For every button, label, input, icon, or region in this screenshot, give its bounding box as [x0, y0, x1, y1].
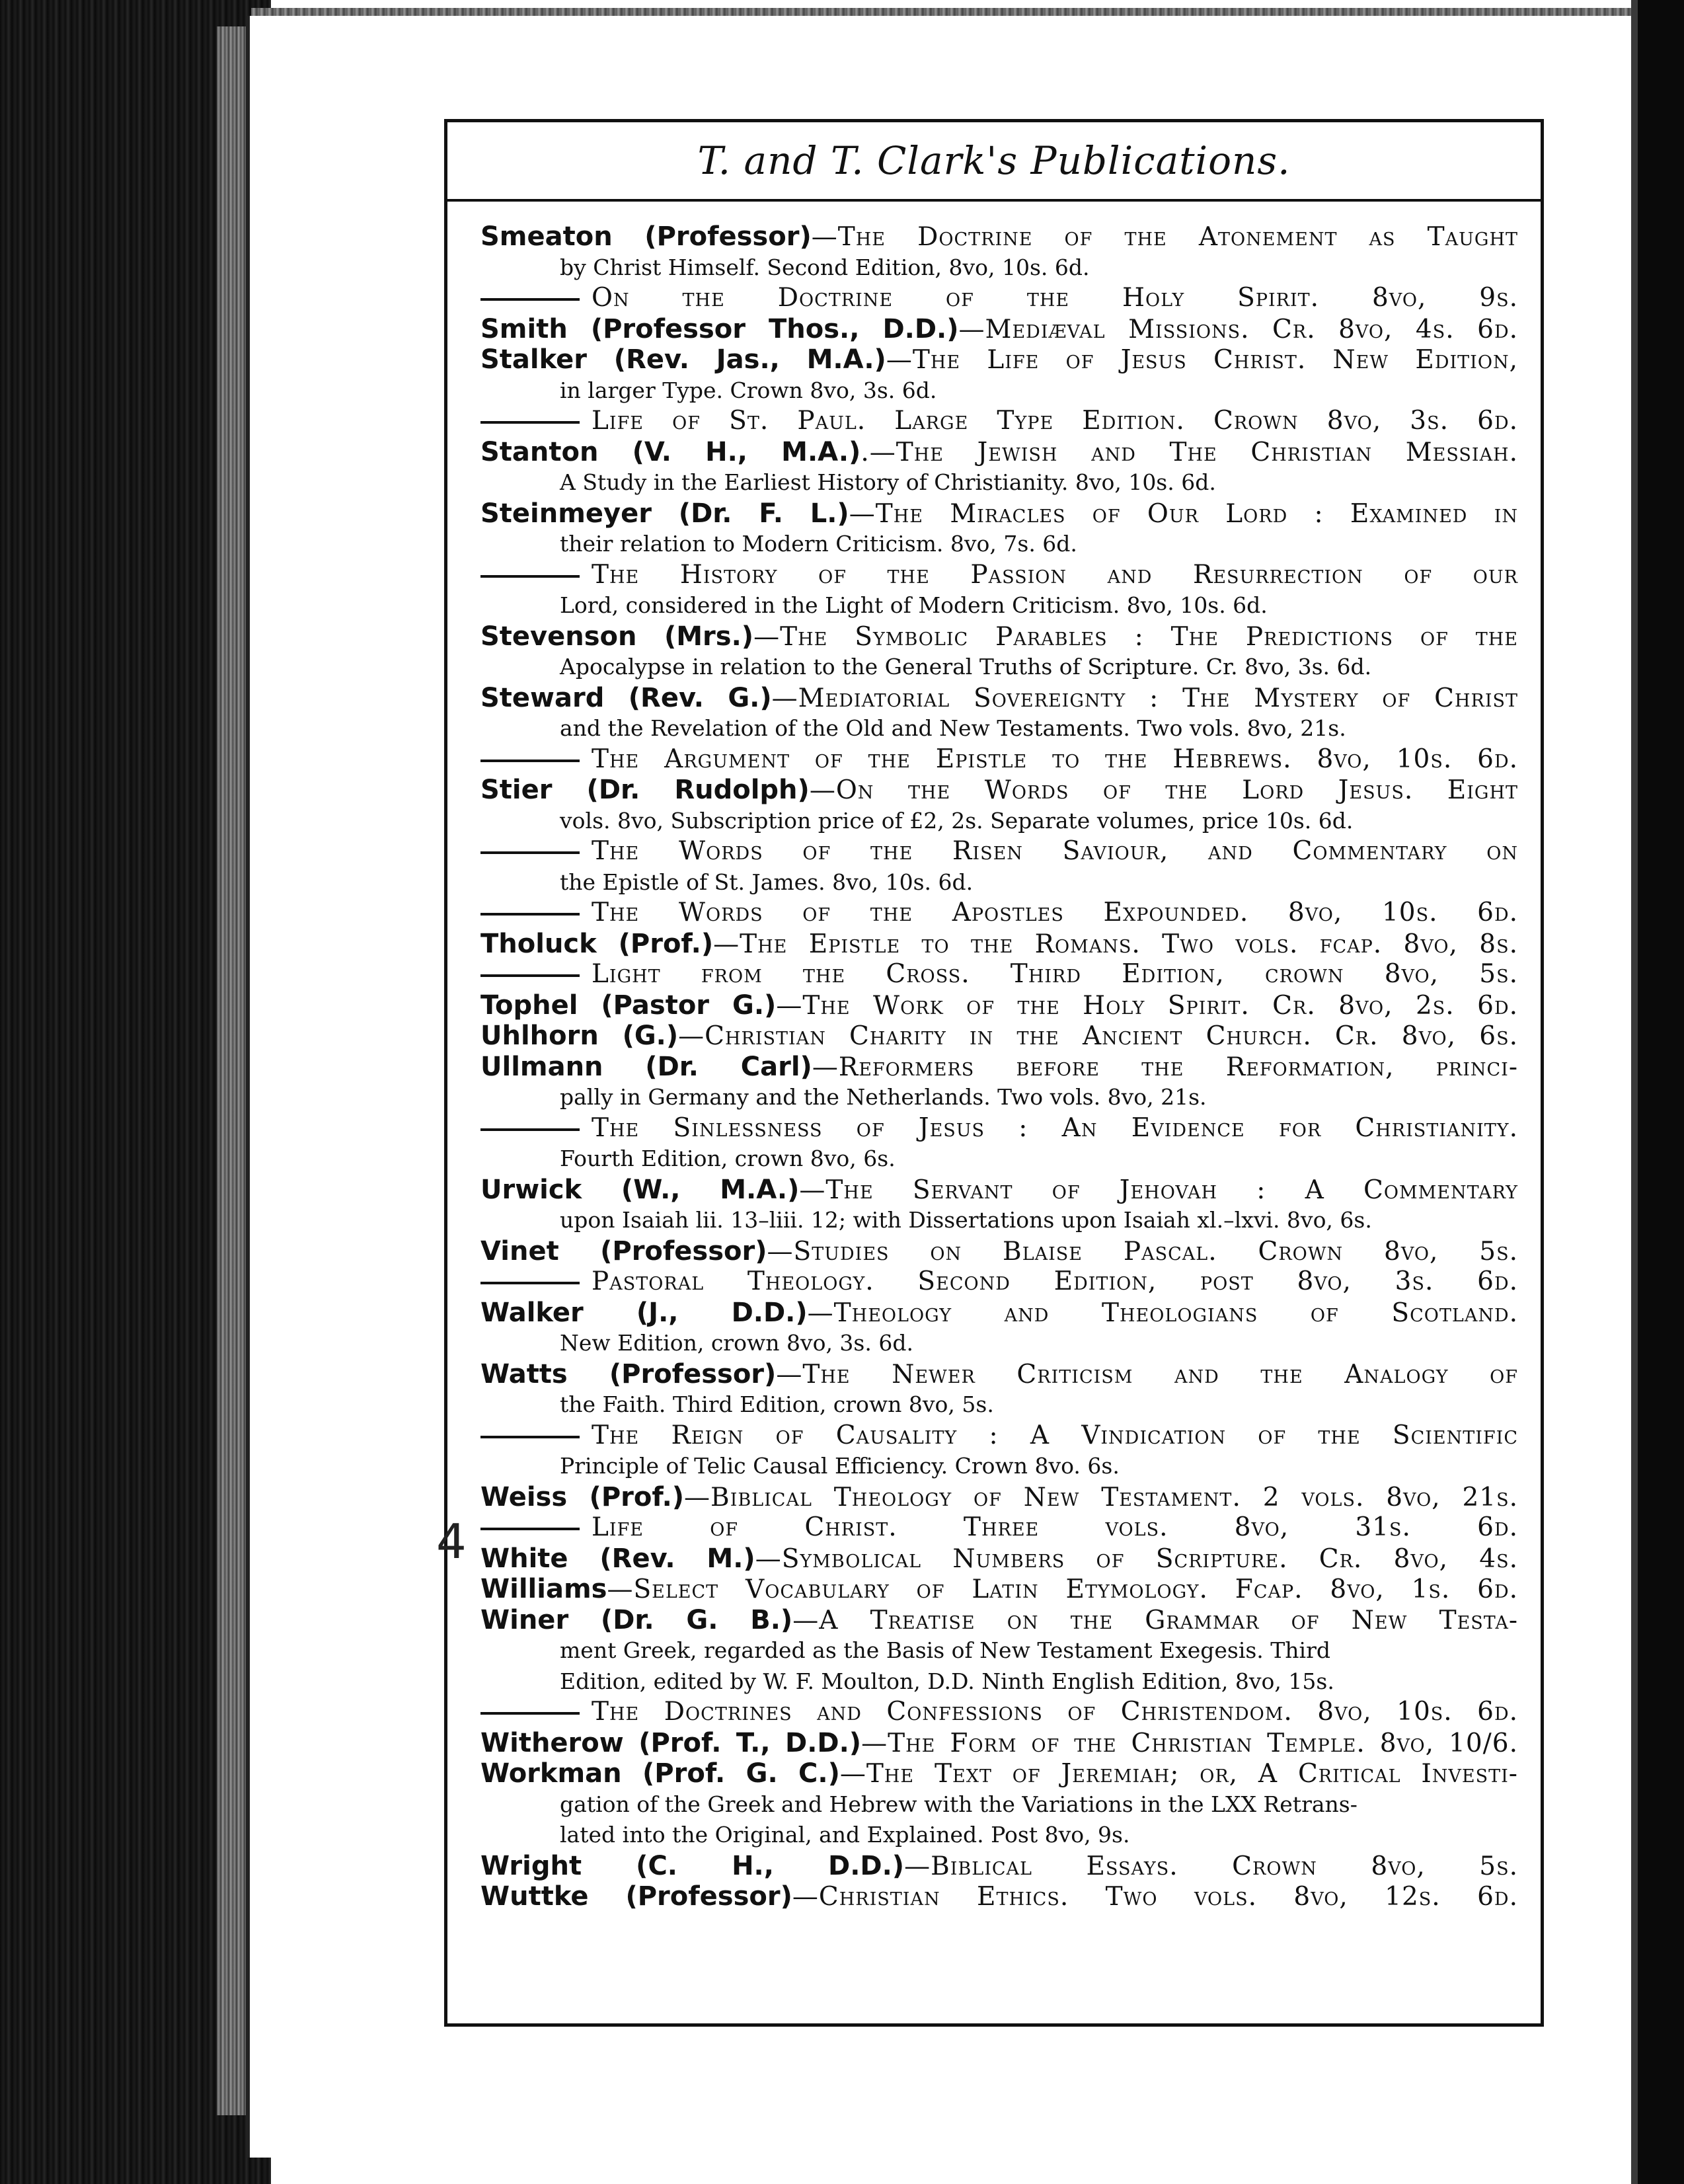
- author-name: Smith (Professor Thos., D.D.): [480, 313, 959, 344]
- entry-text: —Select Vocabulary of Latin Etymology. Fcap. 8vo, 1s. 6d.: [607, 1575, 1518, 1604]
- page-edges: [217, 26, 249, 2115]
- ditto-dash: [480, 760, 580, 762]
- entry-text: Pastoral Theology. Second Edition, post 8vo, 3s. 6d.: [592, 1267, 1518, 1296]
- author-name: Wright (C. H., D.D.): [480, 1850, 905, 1881]
- entry-text: The History of the Passion and Resurrection of our: [592, 559, 1518, 590]
- entry-text: —Christian Ethics. Two vols. 8vo, 12s. 6d.: [792, 1882, 1518, 1912]
- author-name: Winer (Dr. G. B.): [480, 1604, 793, 1635]
- entry-continuation: [480, 806, 1518, 837]
- entry-text: Life of Christ. Three vols. 8vo, 31s. 6d.: [592, 1512, 1518, 1542]
- entry-continuation: [480, 1389, 1518, 1421]
- publication-entry: [480, 1236, 1518, 1267]
- publication-entry: [480, 437, 1518, 468]
- entry-text: —The Miracles of Our Lord : Examined in: [849, 498, 1518, 529]
- entry-text: Fourth Edition, crown 8vo, 6s.: [560, 1146, 896, 1171]
- author-name: Uhlhorn (G.): [480, 1021, 679, 1051]
- publication-list: [480, 221, 1518, 1912]
- publication-entry: [480, 683, 1518, 714]
- entry-text: On the Doctrine of the Holy Spirit. 8vo, 9s.: [592, 283, 1518, 313]
- entry-text: the Faith. Third Edition, crown 8vo, 5s.: [560, 1391, 994, 1417]
- right-shadow: [1631, 0, 1638, 2184]
- entry-text: Edition, edited by W. F. Moulton, D.D. Ninth English Edition, 8vo, 15s.: [560, 1668, 1334, 1694]
- entry-text: —Mediatorial Sovereignty : The Mystery of Christ: [771, 683, 1518, 713]
- entry-continuation: [480, 529, 1518, 560]
- entry-text: ment Greek, regarded as the Basis of New Testament Exegesis. Third: [560, 1637, 1331, 1663]
- publication-entry: [480, 283, 1518, 314]
- author-name: Steinmeyer (Dr. F. L.): [480, 498, 849, 529]
- author-name: Smeaton (Professor): [480, 221, 812, 252]
- publication-entry: [480, 314, 1518, 345]
- publication-entry: [480, 560, 1518, 591]
- entry-text: Light from the Cross. Third Edition, crown 8vo, 5s.: [592, 959, 1518, 989]
- publication-entry: [480, 1482, 1518, 1513]
- entry-text: The Sinlessness of Jesus : An Evidence for Christianity.: [592, 1112, 1518, 1143]
- author-name: Weiss (Prof.): [480, 1481, 685, 1512]
- entry-continuation: [480, 1451, 1518, 1482]
- author-name: Witherow (Prof. T., D.D.): [480, 1727, 862, 1758]
- right-border: [1638, 0, 1684, 2184]
- entry-text: —The Doctrine of the Atonement as Taught: [811, 222, 1518, 252]
- ditto-dash: [480, 298, 580, 301]
- author-name: Stanton (V. H., M.A.): [480, 436, 861, 467]
- author-name: Stalker (Rev. Jas., M.A.): [480, 344, 886, 375]
- page-header: [447, 122, 1541, 202]
- author-name: Vinet (Professor): [480, 1235, 767, 1267]
- entry-text: and the Revelation of the Old and New Testaments. Two vols. 8vo, 21s.: [560, 715, 1346, 741]
- entry-text: —Mediæval Missions. Cr. 8vo, 4s. 6d.: [958, 314, 1518, 344]
- entry-text: The Words of the Risen Saviour, and Commentary on: [592, 836, 1518, 866]
- entry-text: The Reign of Causality : A Vindication of the Scientific: [592, 1420, 1518, 1450]
- publication-entry: [480, 1728, 1518, 1759]
- entry-continuation: [480, 713, 1518, 744]
- publication-entry: [480, 744, 1518, 775]
- publication-frame: [444, 119, 1544, 2027]
- publication-entry: [480, 836, 1518, 867]
- entry-text: gation of the Greek and Hebrew with the Variations in the LXX Retrans-: [560, 1791, 1358, 1817]
- entry-text: vols. 8vo, Subscription price of £2, 2s. Separate volumes, price 10s. 6d.: [560, 807, 1354, 834]
- entry-text: —The Work of the Holy Spirit. Cr. 8vo, 2s. 6d.: [776, 990, 1518, 1021]
- publication-entry: [480, 1543, 1518, 1575]
- entry-text: —The Epistle to the Romans. Two vols. fcap. 8vo, 8s.: [713, 929, 1518, 959]
- publication-entry: [480, 1881, 1518, 1912]
- publication-entry: [480, 990, 1518, 1021]
- entry-text: their relation to Modern Criticism. 8vo, 7s. 6d.: [560, 531, 1077, 557]
- entry-continuation: [480, 1328, 1518, 1359]
- author-name: Stier (Dr. Rudolph): [480, 775, 810, 805]
- entry-continuation: [480, 867, 1518, 898]
- entry-text: lated into the Original, and Explained. Post 8vo, 9s.: [560, 1822, 1130, 1848]
- entry-text: —The Text of Jeremiah; or, A Critical Investi-: [839, 1759, 1518, 1789]
- entry-text: —Theology and Theologians of Scotland.: [807, 1298, 1518, 1328]
- entry-text: New Edition, crown 8vo, 3s. 6d.: [560, 1330, 913, 1356]
- entry-continuation: [480, 253, 1518, 284]
- publication-entry: [480, 1758, 1518, 1789]
- entry-text: Life of St. Paul. Large Type Edition. Crown 8vo, 3s. 6d.: [592, 406, 1518, 436]
- publication-entry: [480, 1512, 1518, 1543]
- entry-continuation: [480, 1666, 1518, 1697]
- entry-continuation: [480, 1820, 1518, 1851]
- publication-entry: [480, 406, 1518, 437]
- entry-text: Principle of Telic Causal Efficiency. Crown 8vo. 6s.: [560, 1453, 1120, 1479]
- publication-entry: [480, 898, 1518, 929]
- entry-continuation: [480, 1205, 1518, 1236]
- entry-text: A Study in the Earliest History of Christianity. 8vo, 10s. 6d.: [560, 469, 1216, 495]
- entry-text: the Epistle of St. James. 8vo, 10s. 6d.: [560, 869, 974, 895]
- ditto-dash: [480, 913, 580, 916]
- publication-entry: [480, 621, 1518, 652]
- entry-text: —The Life of Jesus Christ. New Edition,: [886, 345, 1518, 375]
- author-name: Tholuck (Prof.): [480, 928, 714, 959]
- page-title: T. and T. Clark's Publications.: [697, 138, 1291, 183]
- author-name: Workman (Prof. G. C.): [480, 1758, 840, 1789]
- entry-continuation: [480, 1789, 1518, 1820]
- author-name: White (Rev. M.): [480, 1543, 755, 1574]
- entry-text: —Reformers before the Reformation, princi-: [812, 1052, 1518, 1082]
- entry-text: —Biblical Essays. Crown 8vo, 5s.: [904, 1851, 1518, 1881]
- author-name: Steward (Rev. G.): [480, 682, 772, 713]
- publication-entry: [480, 1267, 1518, 1298]
- publication-entry: [480, 1113, 1518, 1144]
- entry-text: —The Symbolic Parables : The Predictions of the: [753, 621, 1518, 652]
- entry-text: —Biblical Theology of New Testament. 2 vols. 8vo, 21s.: [684, 1482, 1518, 1512]
- entry-text: —A Treatise on the Grammar of New Testa-: [792, 1605, 1518, 1635]
- entry-text: pally in Germany and the Netherlands. Two vols. 8vo, 21s.: [560, 1084, 1207, 1110]
- publication-entry: [480, 775, 1518, 806]
- margin-annotation: 4: [436, 1514, 467, 1569]
- entry-text: The Doctrines and Confessions of Christendom. 8vo, 10s. 6d.: [592, 1697, 1518, 1727]
- publication-entry: [480, 1421, 1518, 1452]
- ditto-dash: [480, 974, 580, 977]
- entry-continuation: [480, 1635, 1518, 1666]
- author-name: Ullmann (Dr. Carl): [480, 1051, 812, 1082]
- ditto-dash: [480, 1528, 580, 1530]
- publication-entry: [480, 929, 1518, 960]
- author-name: Walker (J., D.D.): [480, 1297, 808, 1328]
- author-name: Williams: [480, 1574, 607, 1604]
- author-name: Wuttke (Professor): [480, 1881, 792, 1912]
- author-name: Stevenson (Mrs.): [480, 621, 754, 652]
- entry-text: Apocalypse in relation to the General Truths of Scripture. Cr. 8vo, 3s. 6d.: [560, 654, 1372, 680]
- entry-text: by Christ Himself. Second Edition, 8vo, 10s. 6d.: [560, 254, 1090, 280]
- entry-text: —Studies on Blaise Pascal. Crown 8vo, 5s.: [767, 1236, 1518, 1267]
- ditto-dash: [480, 421, 580, 424]
- ditto-dash: [480, 575, 580, 578]
- publication-entry: [480, 221, 1518, 253]
- ditto-dash: [480, 1128, 580, 1131]
- entry-continuation: [480, 1144, 1518, 1175]
- entry-text: —The Servant of Jehovah : A Commentary: [799, 1175, 1518, 1205]
- publication-entry: [480, 1605, 1518, 1636]
- entry-text: The Argument of the Epistle to the Hebrews. 8vo, 10s. 6d.: [592, 744, 1518, 774]
- publication-entry: [480, 1697, 1518, 1728]
- author-name: Tophel (Pastor G.): [480, 990, 777, 1021]
- author-name: Watts (Professor): [480, 1358, 777, 1389]
- entry-text: —Christian Charity in the Ancient Church. Cr. 8vo, 6s.: [678, 1021, 1518, 1051]
- publication-entry: [480, 1359, 1518, 1390]
- entry-text: —Symbolical Numbers of Scripture. Cr. 8vo, 4s.: [755, 1543, 1518, 1574]
- publication-entry: [480, 1021, 1518, 1052]
- publication-entry: [480, 1574, 1518, 1605]
- publication-entry: [480, 1052, 1518, 1083]
- publication-entry: [480, 1851, 1518, 1882]
- publication-entry: [480, 1298, 1518, 1329]
- entry-continuation: [480, 1082, 1518, 1113]
- entry-continuation: [480, 467, 1518, 498]
- publication-entry: [480, 498, 1518, 529]
- publication-entry: [480, 344, 1518, 375]
- ditto-dash: [480, 1436, 580, 1438]
- entry-continuation: [480, 375, 1518, 407]
- entry-text: The Words of the Apostles Expounded. 8vo, 10s. 6d.: [592, 898, 1518, 927]
- entry-text: .—The Jewish and The Christian Messiah.: [861, 437, 1518, 467]
- publication-entry: [480, 959, 1518, 990]
- entry-text: —On the Words of the Lord Jesus. Eight: [809, 775, 1518, 805]
- entry-text: upon Isaiah lii. 13–liii. 12; with Dissertations upon Isaiah xl.–lxvi. 8vo, 6s.: [560, 1207, 1372, 1233]
- entry-text: in larger Type. Crown 8vo, 3s. 6d.: [560, 377, 937, 403]
- ditto-dash: [480, 851, 580, 854]
- entry-text: —The Newer Criticism and the Analogy of: [776, 1359, 1518, 1389]
- ditto-dash: [480, 1712, 580, 1715]
- entry-text: Lord, considered in the Light of Modern Criticism. 8vo, 10s. 6d.: [560, 592, 1268, 618]
- entry-text: —The Form of the Christian Temple. 8vo, 10/6.: [861, 1728, 1518, 1758]
- entry-continuation: [480, 652, 1518, 683]
- publication-entry: [480, 1175, 1518, 1206]
- ditto-dash: [480, 1282, 580, 1284]
- author-name: Urwick (W., M.A.): [480, 1174, 800, 1205]
- entry-continuation: [480, 590, 1518, 621]
